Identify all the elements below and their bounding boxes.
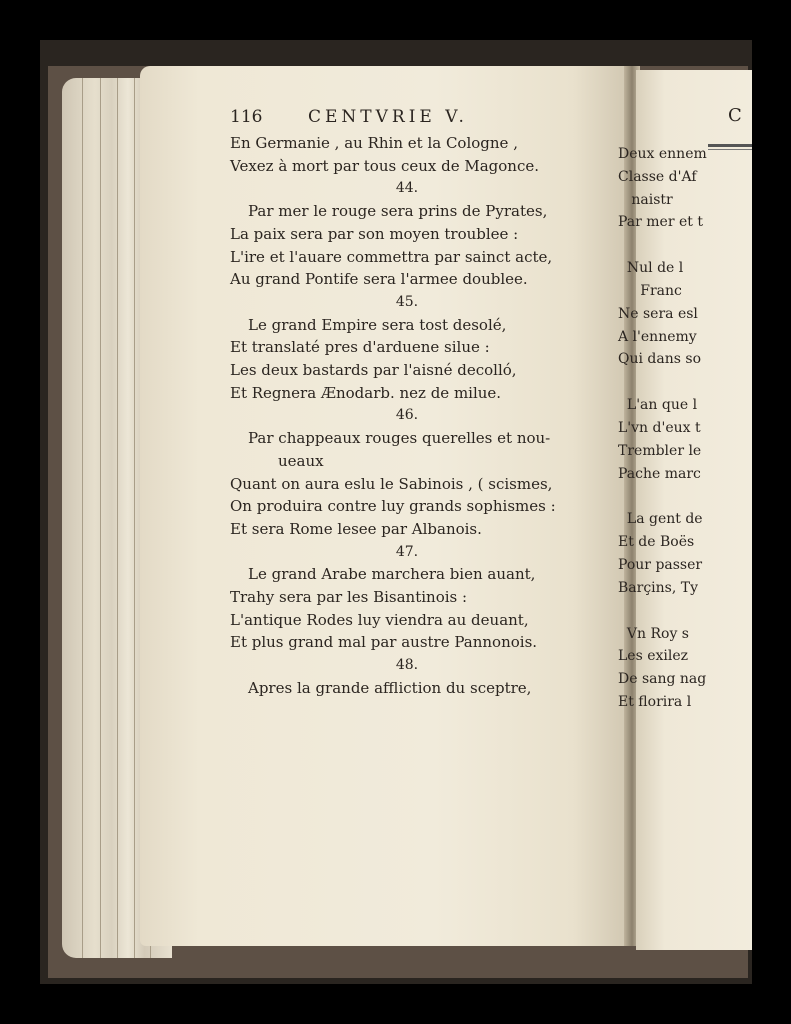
verse-line: L'antique Rodes luy viendra au deuant, [230,610,529,629]
verse-line: Le grand Empire sera tost desolé, [248,315,507,334]
verse-line-fragment: L'an que l [618,397,698,414]
verse-line-fragment: Trembler le [618,442,702,459]
verse-line: Et translaté pres d'arduene silue : [230,338,490,357]
verse-line-fragment: Deux ennem [618,146,707,162]
verse-line-fragment: Qui dans so [618,351,701,368]
verse-line-fragment: La gent de [618,511,703,528]
verse-line-fragment: Nul de l [618,260,684,277]
verse-line: Par mer le rouge sera prins de Pyrates, [248,202,548,221]
verse-line-fragment: Barçins, Ty [618,579,698,596]
quatrain-number: 46. [395,407,419,424]
verse-line: En Germanie , au Rhin et la Cologne , [230,134,518,152]
running-head: CENTVRIE V. [308,107,468,127]
left-page-text [230,106,610,700]
verse-line-fragment: Pache marc [618,465,701,482]
verse-line: Trahy sera par les Bisantinois : [230,588,468,607]
verse-line-fragment: Franc [618,282,682,299]
stanza-gap [618,485,791,508]
verse-line-fragment: A l'ennemy [618,328,697,345]
verse-line: Et Regnera Ænodarb. nez de milue. [230,383,502,402]
verse-line: Quant on aura eslu le Sabinois , ( scismes, [230,474,553,493]
verse-line-fragment: naistr [618,191,673,208]
right-heading-fragment: C [728,105,742,126]
stanza-gap [618,234,791,257]
verse-line-fragment: Par mer et t [618,214,703,231]
right-verse-lines [618,143,791,714]
stanza-gap [618,371,791,394]
verse-line: ueaux [278,451,324,470]
verse-lines [230,132,610,700]
verse-line: Et plus grand mal par austre Pannonois. [230,633,538,652]
verse-line-fragment: Les exilez [618,648,689,665]
verse-line-fragment: De sang nag [618,671,707,688]
verse-line: On produira contre luy grands sophismes : [230,497,556,516]
verse-line-fragment: Et florira l [618,693,692,710]
verse-line-fragment: Pour passer [618,556,703,573]
verse-line: Par chappeaux rouges querelles et nou- [248,429,551,448]
right-page-text [618,105,791,714]
verse-line: L'ire et l'auare commettra par sainct acte, [230,247,553,266]
verse-line: Vexez à mort par tous ceux de Magonce. [230,156,539,175]
verse-line-fragment: Et de Boës [618,534,695,551]
quatrain-number: 44. [395,180,419,197]
quatrain-number: 48. [395,657,419,674]
verse-line-fragment: L'vn d'eux t [618,419,701,436]
verse-line-fragment: Classe d'Af [618,168,697,185]
stanza-gap [618,600,791,623]
verse-line: La paix sera par son moyen troublee : [230,224,519,243]
page-number: 116 [230,107,263,127]
page-header [230,106,610,132]
verse-line: Et sera Rome lesee par Albanois. [230,519,482,538]
verse-line-fragment: Vn Roy s [618,625,689,642]
quatrain-number: 45. [395,293,419,310]
quatrain-number: 47. [395,543,419,560]
verse-line-fragment: Ne sera esl [618,305,698,322]
verse-line: Apres la grande affliction du sceptre, [248,678,532,697]
verse-line: Le grand Arabe marchera bien auant, [248,565,536,584]
verse-line: Au grand Pontife sera l'armee doublee. [230,270,528,289]
verse-line: Les deux bastards par l'aisné decolló, [230,361,517,380]
